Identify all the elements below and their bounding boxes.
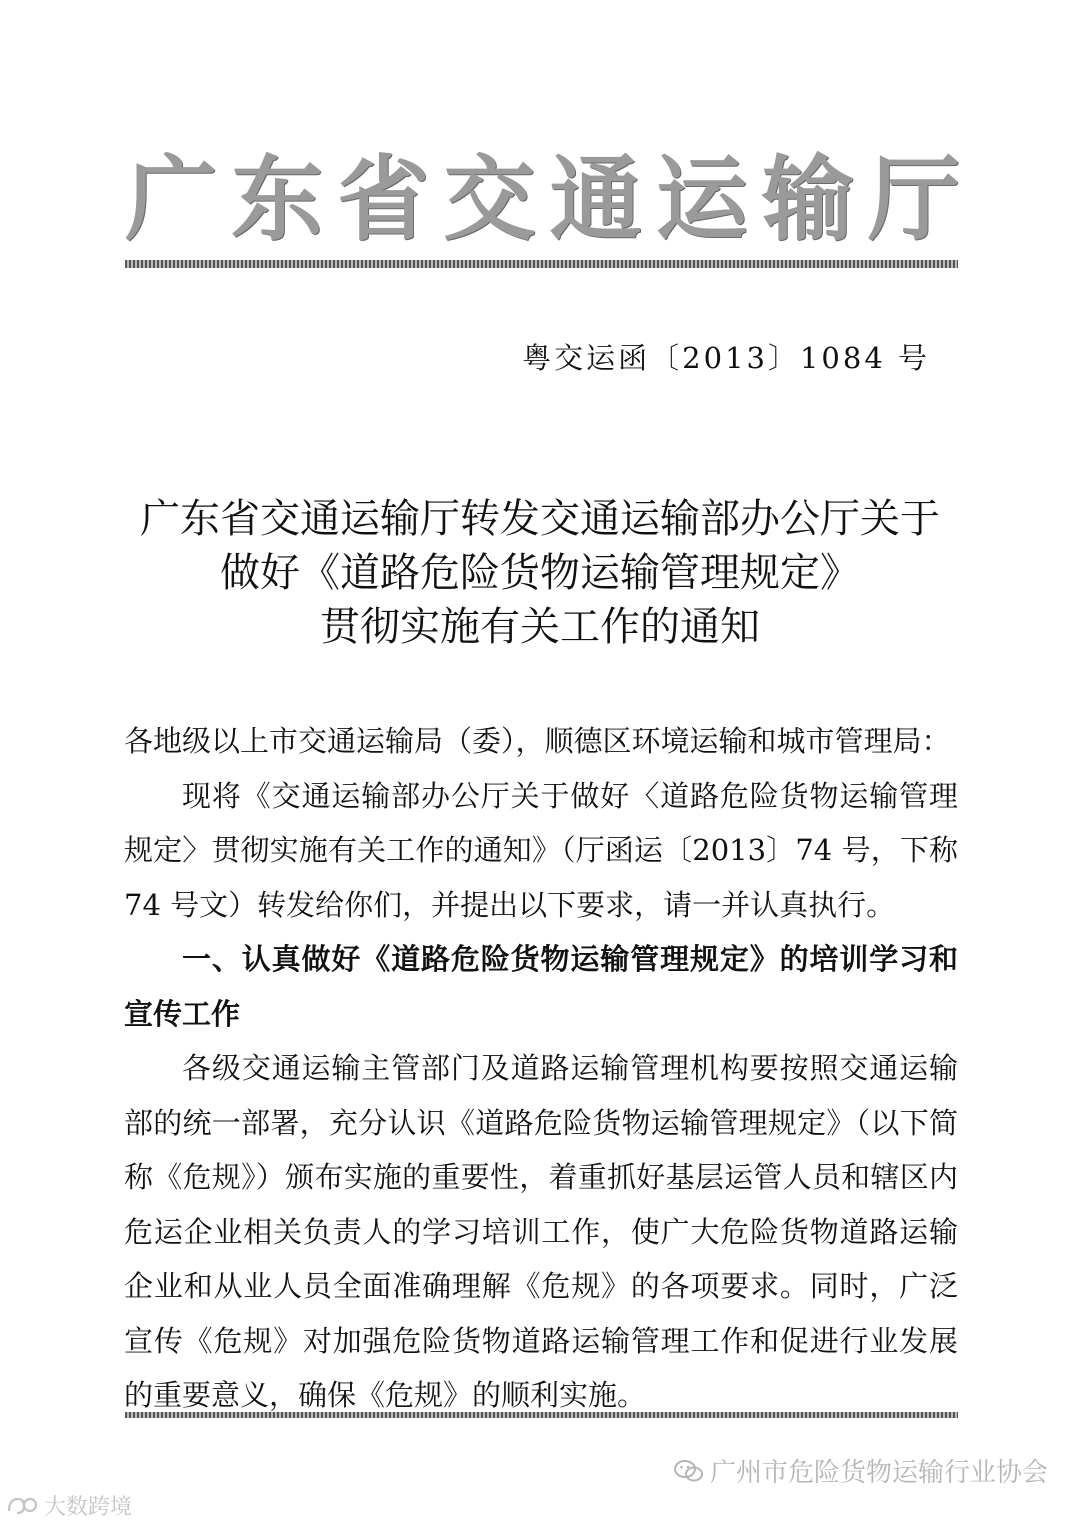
letterhead-char: 省 — [337, 146, 430, 253]
watermark-brand-text: 大数跨境 — [44, 1495, 133, 1520]
title-line: 贯彻实施有关工作的通知 — [320, 604, 760, 650]
brand-logo-icon — [6, 1495, 40, 1517]
title-line: 广东省交通运输厅转发交通运输部办公厅关于 — [140, 496, 940, 542]
letterhead-char: 交 — [443, 146, 536, 253]
watermark-brand — [6, 1490, 132, 1521]
letterhead-char: 输 — [761, 146, 854, 253]
paragraph: 现将《交通运输部办公厅关于做好〈道路危险货物运输管理规定〉贯彻实施有关工作的通知》（厅函运〔2013〕74 号，下称 74 号文）转发给你们，并提出以下要求，请一并认真执行。 — [124, 778, 958, 922]
section-heading: 一、认真做好《道路危险货物运输管理规定》的培训学习和宣传工作 — [124, 942, 958, 1031]
letterhead-char: 东 — [231, 146, 324, 253]
letterhead-char: 厅 — [867, 146, 960, 253]
watermark-association-text: 广州市危险货物运输行业协会 — [709, 1458, 1048, 1488]
letterhead-char: 运 — [655, 146, 748, 253]
letterhead — [125, 146, 960, 253]
paragraph: 各级交通运输主管部门及道路运输管理机构要按照交通运输部的统一部署，充分认识《道路危险货物运输管理规定》（以下简称《危规》）颁布实施的重要性，着重抓好基层运管人员和辖区内危运企业相关负责人的学习培训工作，使广大危险货物道路运输企业和从业人员全面准确理解《危规》的各项要求。同时，广泛宣传《危规》对加强危险货物道路运输管理工作和促进行业发展的重要意义，确保《危规》的顺利实施。 — [124, 1051, 958, 1412]
letterhead-divider — [125, 260, 958, 268]
document-title — [60, 492, 1020, 654]
letterhead-char: 通 — [549, 146, 642, 253]
document-number: 粤交运函〔2013〕1084 号 — [522, 341, 930, 375]
title-line: 做好《道路危险货物运输管理规定》 — [220, 550, 860, 596]
page-footer-divider — [125, 1412, 958, 1418]
salutation: 各地级以上市交通运输局（委），顺德区环境运输和城市管理局： — [124, 724, 951, 758]
letterhead-char: 广 — [125, 146, 218, 253]
wechat-icon — [674, 1459, 704, 1483]
document-body — [124, 714, 958, 1423]
watermark-association — [674, 1452, 1048, 1489]
